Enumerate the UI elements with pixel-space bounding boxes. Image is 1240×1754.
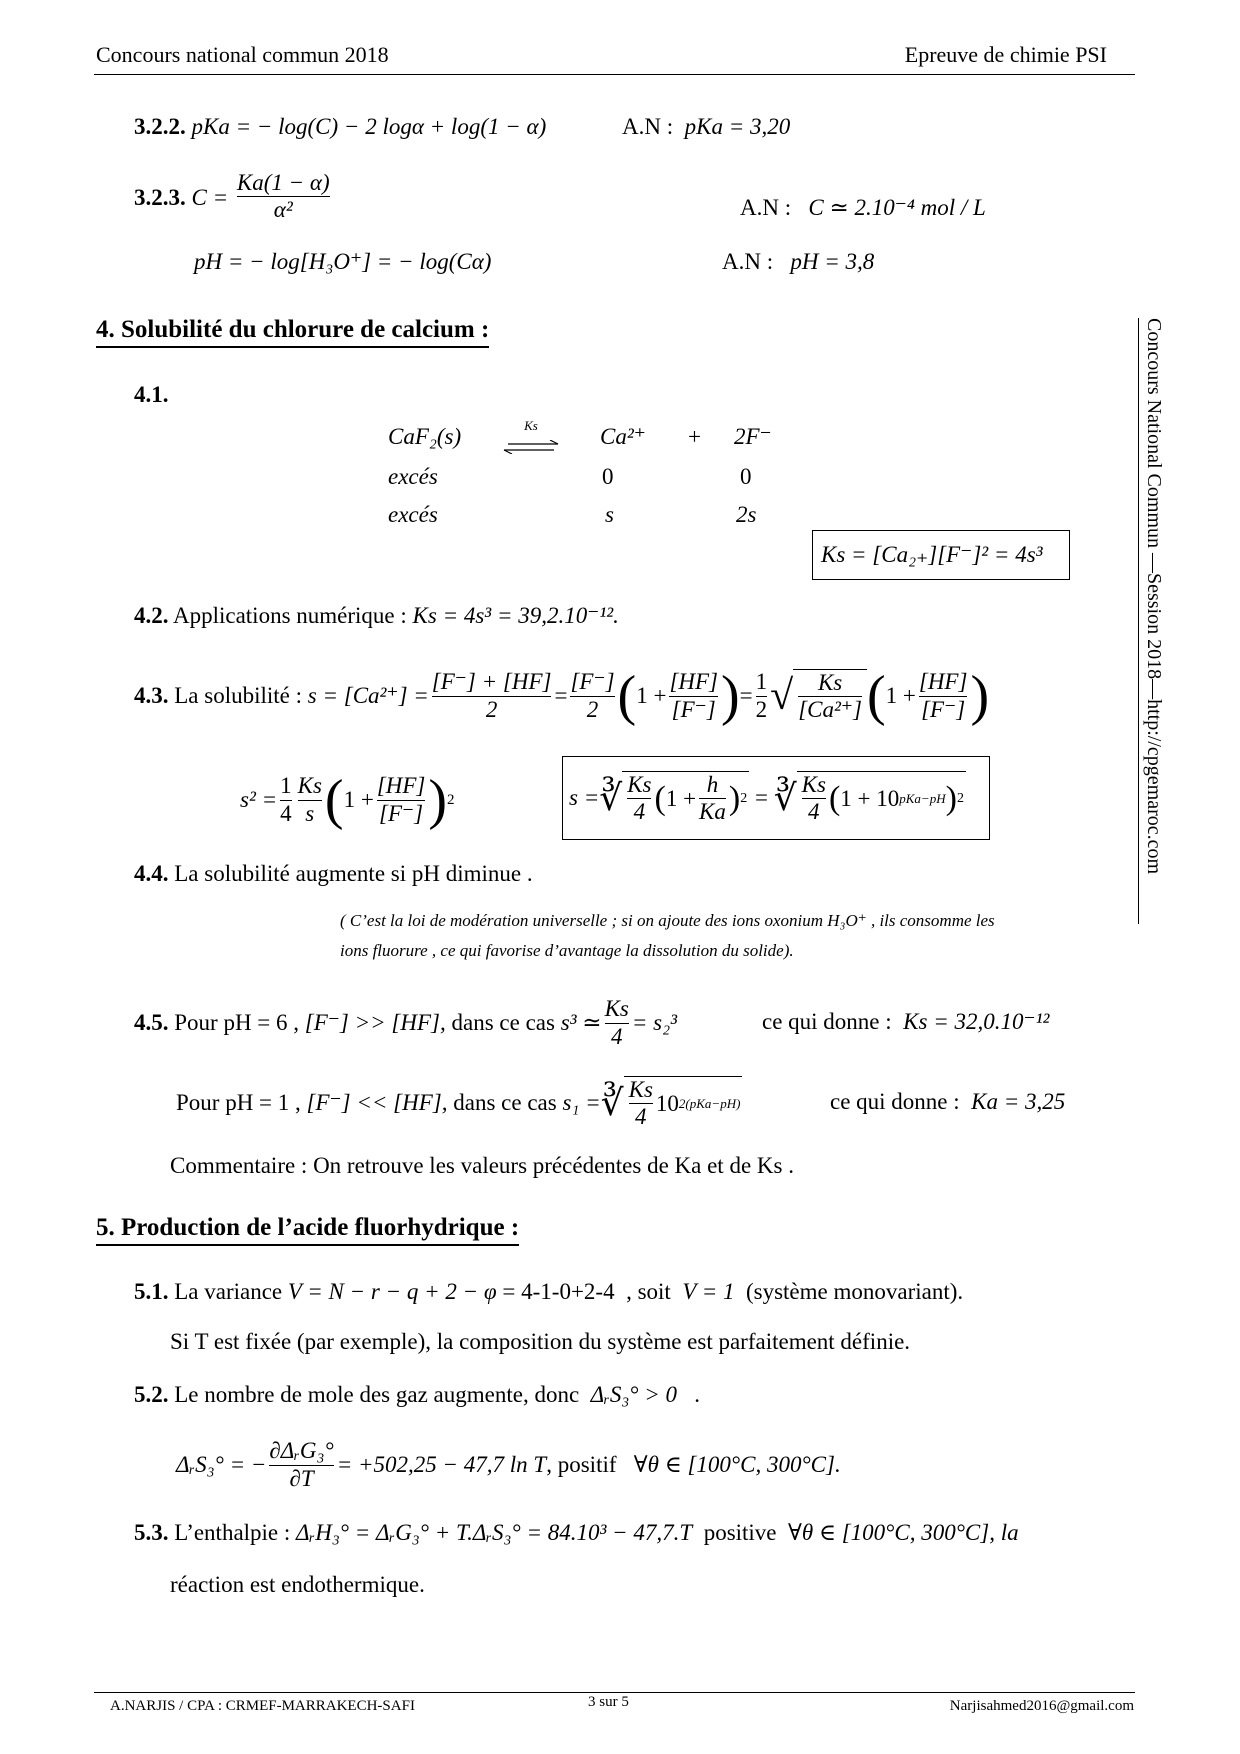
equilibrium-arrow <box>500 418 562 460</box>
q52-line <box>134 1382 700 1408</box>
q43-frac-1 <box>432 669 552 723</box>
q51-eq: V = N − r − q + 2 − φ <box>287 1279 497 1304</box>
q45a-rel: [F⁻] >> [HF], <box>304 1010 446 1035</box>
q51-soit: , soit <box>626 1279 671 1304</box>
box-lhs: s = <box>569 785 600 810</box>
q52-text: Le nombre de mole des gaz augmente, donc <box>174 1382 580 1407</box>
q45a-mid: dans ce cas <box>451 1010 555 1035</box>
q52-formula <box>176 1430 841 1500</box>
s2-f1-num: 1 <box>280 773 292 799</box>
q53-text: L’enthalpie : <box>174 1520 291 1545</box>
footer-rule <box>94 1692 1135 1693</box>
s2-f2-den: s <box>298 800 322 827</box>
q322-an <box>622 114 790 140</box>
q43-frac-6 <box>919 669 968 723</box>
q53-eq: ΔᵣH₃° = ΔᵣG₃° + T.ΔᵣS₃° = 84.10³ − 47,7.T <box>296 1520 693 1545</box>
q43-f6-num: [HF] <box>918 669 968 695</box>
q45b-f-num: Ks <box>628 1076 653 1102</box>
reaction-product-1: Ca²⁺ <box>600 424 646 449</box>
box-frac-3 <box>802 772 826 826</box>
s2-frac-2 <box>298 773 322 827</box>
q42-text: Applications numérique : <box>172 603 407 628</box>
s2-equation: s² = $\frac{1}{4}$ $\frac{Ks}{s}$ ( 1 + $\frac{[HF]}{[F^-]}$ ) 2 <box>240 769 455 831</box>
q323-c-lhs: C = <box>191 185 229 211</box>
q43-f4-den: 2 <box>755 696 768 722</box>
q44-text: La solubilité augmente si pH diminue . <box>174 861 533 886</box>
q323-an-ph <box>722 249 874 275</box>
q45a-eq: s³ ≃ <box>560 1010 602 1035</box>
box-f1-num: Ks <box>627 771 652 797</box>
q323-c-den: α² <box>237 196 330 223</box>
q45b-pow: 10 <box>655 1090 679 1116</box>
box-f1-den: 4 <box>627 798 651 825</box>
header-right: Epreuve de chimie PSI <box>904 42 1107 67</box>
reaction-product-2: 2F⁻ <box>734 424 772 449</box>
q45b-res-label: ce qui donne : <box>830 1089 960 1114</box>
q45a-f-den: 4 <box>605 1023 629 1050</box>
q52-dot: . <box>694 1382 701 1407</box>
q51-num: 5.1. <box>134 1279 169 1304</box>
box-frac-2 <box>699 772 726 826</box>
box-frac-1 <box>627 772 651 826</box>
q51-line <box>134 1279 963 1305</box>
q52-pos: , positif <box>546 1452 617 1477</box>
q43-mid-1: 1 + <box>636 683 667 708</box>
q51-tail: (système monovariant). <box>745 1279 964 1304</box>
s2-f1-den: 4 <box>280 800 292 826</box>
q52-rhs: = +502,25 − 47,7 ln T <box>336 1452 547 1477</box>
s2-f3-num: [HF] <box>376 773 426 799</box>
q45b-eq: s₁ = <box>562 1090 601 1115</box>
q44-line <box>134 861 533 887</box>
q52-eq: ΔᵣS₃° > 0 <box>590 1382 678 1407</box>
q322-an-value: pKa = 3,20 <box>684 114 791 139</box>
q43-frac-2 <box>570 669 614 723</box>
q42-line <box>134 603 619 629</box>
reaction-plus: + <box>688 424 701 449</box>
box-f3-num: Ks <box>801 771 826 797</box>
section-4-title: 4. Solubilité du chlorure de calcium : <box>96 316 489 348</box>
q43-text: La solubilité : <box>174 683 303 708</box>
table-r2-c2: s <box>605 502 614 527</box>
section-5-title: 5. Production de l’acide fluorhydrique : <box>96 1214 519 1246</box>
q323-ph-eq: pH = − log[H₃O⁺] = − log(Cα) <box>194 249 492 274</box>
comment-line: Commentaire : On retrouve les valeurs précédentes de Ka et de Ks . <box>170 1153 794 1178</box>
box-f2-num: h <box>706 771 719 797</box>
equilibrium-arrow-icon <box>500 440 562 454</box>
q322-line <box>134 114 546 140</box>
q323-an-c-value: C ≃ 2.10⁻⁴ mol / L <box>808 195 986 220</box>
q45a-res: Ks = 32,0.10⁻¹² <box>903 1009 1050 1034</box>
q43-num: 4.3. <box>134 683 169 708</box>
note-line-2: ions fluorure , ce qui favorise d’avantage la dissolution du solide). <box>340 941 794 960</box>
q45a-text: Pour pH = 6 , <box>174 1010 300 1035</box>
note-line-1: ( C’est la loi de modération universelle ; si on ajoute des ions oxonium H₃O⁺ , ils consomme les <box>340 911 995 930</box>
q43-f5-den: [Ca²⁺] <box>798 697 862 722</box>
side-rule <box>1138 318 1139 924</box>
q53-pos: positive <box>703 1520 777 1545</box>
q45a-result <box>762 1009 1049 1035</box>
q323-line <box>134 170 333 224</box>
header-left: Concours national commun 2018 <box>96 42 389 67</box>
q52-f-den: ∂T <box>269 1465 333 1492</box>
q52-frac <box>269 1438 333 1492</box>
q43-f3-den: [F⁻] <box>669 696 718 723</box>
q323-an-label: A.N : <box>740 195 792 220</box>
q53-line-2: réaction est endothermique. <box>170 1572 425 1597</box>
q43-frac-3 <box>669 669 718 723</box>
q43-frac-5 <box>798 670 862 724</box>
q43-mid-2: 1 + <box>885 683 916 708</box>
q43-f5-num: Ks <box>817 669 843 695</box>
reaction-reactant: CaF₂(s) <box>388 424 462 449</box>
q43-f4-num: 1 <box>755 669 768 695</box>
table-r1-c3: 0 <box>740 464 752 489</box>
q43-frac-4 <box>756 669 768 723</box>
q53-num: 5.3. <box>134 1520 169 1545</box>
q45b-text: Pour pH = 1 , <box>176 1090 301 1115</box>
s2-frac-1 <box>280 773 292 827</box>
q323-c-fraction <box>237 170 330 224</box>
q45a-line <box>134 988 677 1058</box>
q322-eq: pKa = − log(C) − 2 logα + log(1 − α) <box>191 114 547 139</box>
q52-num: 5.2. <box>134 1382 169 1407</box>
side-watermark-text: Concours National Commun —Session 2018—http://cpgemaroc.com <box>1143 318 1165 875</box>
s2-lhs: s² = <box>240 787 278 812</box>
box-tail: 1 + 10 <box>840 785 900 811</box>
q51-line-2: Si T est fixée (par exemple), la composition du système est parfaitement définie. <box>170 1329 911 1354</box>
q45a-f-num: Ks <box>604 996 629 1022</box>
s2-f3-den: [F⁻] <box>377 800 426 827</box>
s2-f2-num: Ks <box>297 773 322 799</box>
q45a-frac <box>605 996 629 1050</box>
q322-num: 3.2.2. <box>134 114 186 139</box>
q52-range: ∀θ ∈ [100°C, 300°C]. <box>633 1452 841 1477</box>
q323-c-num: Ka(1 − α) <box>236 170 330 195</box>
table-r1-c1: excés <box>388 464 438 489</box>
solubility-box: s = ∛ $\frac{Ks}{4}$ ( 1 + $\frac{h}{Ka}$ ) 2 = ∛ $\frac{Ks}{4}$ ( 1 + 10 pKa−pH ) 2 <box>562 756 990 840</box>
q51-v: V = 1 <box>682 1279 735 1304</box>
q53-range: ∀θ ∈ [100°C, 300°C], la <box>788 1520 1019 1545</box>
q43-f6-den: [F⁻] <box>919 696 968 723</box>
q45a-res-label: ce qui donne : <box>762 1009 892 1034</box>
q43-f1-den: 2 <box>432 696 552 723</box>
s2-frac-3 <box>377 773 426 827</box>
q45-num: 4.5. <box>134 1010 169 1035</box>
table-r2-c1: excés <box>388 502 438 527</box>
q45b-result <box>830 1089 1065 1115</box>
q45b-mid: dans ce cas <box>453 1090 557 1115</box>
q323-an-c <box>740 195 986 221</box>
q43-line: 4.3. La solubilité : s = [Ca²⁺] = $\frac{[F^-] + [HF]}{2}$ = $\frac{[F^-]}{2}$ ( 1 + $\frac{[HF]}{[F^-]}$ ) = $\frac{1}{2}$ √ $\frac{Ks}{\text{[Ca²⁺]}}$ ( 1 + $\frac{[HF]}{[F^-]}$ ) <box>134 665 990 727</box>
q41-num: 4.1. <box>134 382 169 407</box>
q53-line <box>134 1520 1019 1546</box>
q42-num: 4.2. <box>134 603 169 628</box>
q43-f2-den: 2 <box>570 696 614 723</box>
table-r1-c2: 0 <box>602 464 614 489</box>
s2-mid: 1 + <box>343 787 374 812</box>
box-f3-den: 4 <box>802 798 826 825</box>
q52-lhs: ΔᵣS₃° = − <box>176 1452 267 1477</box>
arrow-label: Ks <box>524 418 538 433</box>
q51-text: La variance <box>174 1279 283 1304</box>
q44-num: 4.4. <box>134 861 169 886</box>
q43-eq1: s = [Ca²⁺] = <box>307 683 429 708</box>
q45b-line: Pour pH = 1 , [F⁻] << [HF], dans ce cas s₁ = ∛ $\frac{Ks}{4}$ 10 2(pKa−pH) <box>176 1076 741 1129</box>
header-rule <box>94 74 1135 75</box>
q42-eq: Ks = 4s³ = 39,2.10⁻¹². <box>412 603 619 628</box>
q45b-frac <box>629 1077 653 1131</box>
q322-an-label: A.N : <box>622 114 674 139</box>
table-r2-c3: 2s <box>736 502 757 527</box>
footer-page: 3 sur 5 <box>588 1694 629 1710</box>
q323-an-label2: A.N : <box>722 249 774 274</box>
footer-left: A.NARJIS / CPA : CRMEF-MARRAKECH-SAFI <box>110 1698 415 1714</box>
q43-f2-num: [F⁻] <box>570 669 615 695</box>
q45b-rel: [F⁻] << [HF], <box>306 1090 448 1115</box>
q323-num: 3.2.3. <box>134 185 186 211</box>
q45b-res: Ka = 3,25 <box>971 1089 1066 1114</box>
q43-f3-num: [HF] <box>669 669 718 695</box>
q323-an-ph-value: pH = 3,8 <box>790 249 875 274</box>
q43-f1-num: [F⁻] + [HF] <box>431 669 552 695</box>
footer-right: Narjisahmed2016@gmail.com <box>949 1698 1134 1714</box>
ks-box: Ks = [Ca₂₊][F⁻]² = 4s³ <box>812 530 1070 580</box>
q45b-f-den: 4 <box>629 1103 653 1130</box>
box-f2-den: Ka <box>699 799 726 824</box>
q45a-eq2: = s₂³ <box>631 1010 677 1035</box>
q52-f-num: ∂ΔᵣG₃° <box>269 1438 334 1464</box>
q51-val: = 4-1-0+2-4 <box>502 1279 615 1304</box>
